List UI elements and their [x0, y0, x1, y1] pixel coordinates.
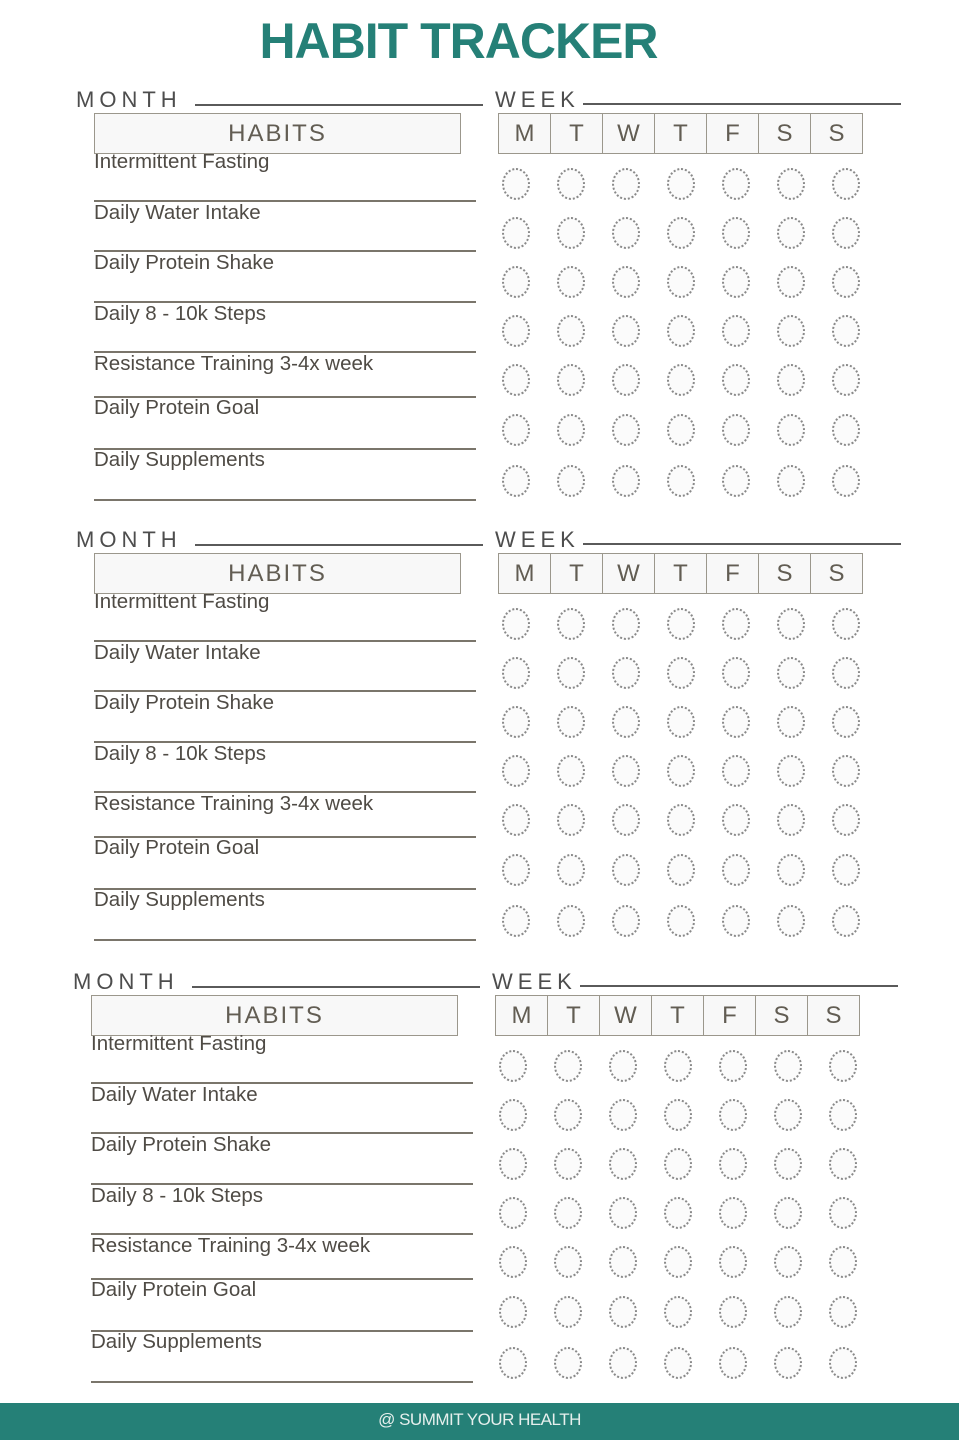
habit-check-circle[interactable] — [499, 1347, 527, 1379]
habit-label: Daily Protein Shake — [94, 251, 275, 274]
habit-check-circle[interactable] — [829, 1246, 857, 1278]
habit-check-circle[interactable] — [557, 905, 585, 937]
habit-check-circle[interactable] — [612, 657, 640, 689]
habits-header: HABITS — [94, 113, 461, 154]
weekday-cell: T — [655, 114, 707, 153]
habit-check-circle[interactable] — [667, 905, 695, 937]
habit-check-circle[interactable] — [557, 217, 585, 249]
habit-check-circle[interactable] — [502, 414, 530, 446]
habit-divider — [94, 499, 476, 501]
habit-label: Daily 8 - 10k Steps — [91, 1184, 264, 1207]
habit-check-circle[interactable] — [774, 1296, 802, 1328]
habit-check-circle[interactable] — [722, 854, 750, 886]
habit-label: Daily Water Intake — [94, 641, 261, 664]
weekday-header — [498, 113, 863, 154]
habit-check-circle[interactable] — [832, 804, 860, 836]
habit-check-circle[interactable] — [664, 1296, 692, 1328]
habit-divider — [94, 939, 476, 941]
habit-check-circle[interactable] — [667, 804, 695, 836]
weekday-cell: S — [759, 554, 811, 593]
habit-check-circle[interactable] — [719, 1246, 747, 1278]
habit-check-circle[interactable] — [609, 1296, 637, 1328]
habit-check-circle[interactable] — [832, 364, 860, 396]
habit-check-circle[interactable] — [609, 1050, 637, 1082]
week-input-line[interactable] — [583, 543, 901, 545]
habit-check-circle[interactable] — [774, 1050, 802, 1082]
habit-check-circle[interactable] — [719, 1347, 747, 1379]
habit-check-circle[interactable] — [667, 657, 695, 689]
habit-check-circle[interactable] — [667, 755, 695, 787]
weekday-cell: T — [548, 996, 600, 1035]
habit-check-circle[interactable] — [609, 1099, 637, 1131]
habit-check-circle[interactable] — [554, 1148, 582, 1180]
habit-check-circle[interactable] — [777, 854, 805, 886]
habit-label: Resistance Training 3-4x week — [91, 1234, 371, 1257]
week-label: WEEK — [495, 527, 580, 552]
habit-label: Daily 8 - 10k Steps — [94, 302, 267, 325]
habit-label: Daily Water Intake — [91, 1083, 258, 1106]
habit-check-circle[interactable] — [722, 217, 750, 249]
habit-check-circle[interactable] — [612, 905, 640, 937]
habit-check-circle[interactable] — [554, 1347, 582, 1379]
habit-check-circle[interactable] — [557, 755, 585, 787]
weekday-cell: T — [551, 114, 603, 153]
tracker-section — [0, 87, 959, 527]
habit-check-circle[interactable] — [832, 414, 860, 446]
habit-check-circle[interactable] — [502, 706, 530, 738]
habit-check-circle[interactable] — [774, 1246, 802, 1278]
habit-check-circle[interactable] — [832, 905, 860, 937]
habit-check-circle[interactable] — [722, 364, 750, 396]
habit-check-circle[interactable] — [777, 315, 805, 347]
habit-check-circle[interactable] — [554, 1050, 582, 1082]
habit-label: Daily Supplements — [91, 1330, 262, 1353]
habit-check-circle[interactable] — [502, 755, 530, 787]
habits-header: HABITS — [94, 553, 461, 594]
habit-check-circle[interactable] — [612, 266, 640, 298]
weekday-header — [495, 995, 860, 1036]
habit-check-circle[interactable] — [502, 217, 530, 249]
habit-check-circle[interactable] — [612, 315, 640, 347]
habit-label: Daily Protein Goal — [94, 396, 260, 419]
habit-check-circle[interactable] — [502, 364, 530, 396]
habit-check-circle[interactable] — [832, 755, 860, 787]
habit-check-circle[interactable] — [667, 168, 695, 200]
habit-check-circle[interactable] — [667, 266, 695, 298]
habit-check-circle[interactable] — [667, 315, 695, 347]
habit-check-circle[interactable] — [832, 465, 860, 497]
weekday-cell: F — [704, 996, 756, 1035]
habit-check-circle[interactable] — [774, 1347, 802, 1379]
habit-check-circle[interactable] — [499, 1050, 527, 1082]
habit-check-circle[interactable] — [832, 854, 860, 886]
month-input-line[interactable] — [195, 104, 483, 106]
habit-check-circle[interactable] — [499, 1296, 527, 1328]
habit-check-circle[interactable] — [777, 905, 805, 937]
habit-check-circle[interactable] — [722, 608, 750, 640]
habit-label: Daily Protein Goal — [94, 836, 260, 859]
habit-check-circle[interactable] — [774, 1197, 802, 1229]
habit-check-circle[interactable] — [664, 1050, 692, 1082]
habit-check-circle[interactable] — [609, 1197, 637, 1229]
weekday-cell: S — [825, 1002, 842, 1029]
habit-check-circle[interactable] — [612, 755, 640, 787]
habit-check-circle[interactable] — [719, 1197, 747, 1229]
habit-check-circle[interactable] — [829, 1099, 857, 1131]
habit-check-circle[interactable] — [557, 364, 585, 396]
habit-check-circle[interactable] — [719, 1296, 747, 1328]
footer-brand: @ SUMMIT YOUR HEALTH — [0, 1403, 959, 1440]
habit-label: Daily 8 - 10k Steps — [94, 742, 267, 765]
weekday-header — [498, 553, 863, 594]
habit-check-circle[interactable] — [554, 1099, 582, 1131]
habit-label: Resistance Training 3-4x week — [94, 352, 374, 375]
month-input-line[interactable] — [192, 986, 480, 988]
habit-check-circle[interactable] — [832, 608, 860, 640]
habit-check-circle[interactable] — [557, 608, 585, 640]
habit-check-circle[interactable] — [612, 168, 640, 200]
weekday-cell: T — [652, 996, 704, 1035]
habit-check-circle[interactable] — [722, 755, 750, 787]
habit-check-circle[interactable] — [774, 1099, 802, 1131]
week-input-line[interactable] — [583, 103, 901, 105]
habit-check-circle[interactable] — [667, 414, 695, 446]
habit-check-circle[interactable] — [722, 315, 750, 347]
habit-check-circle[interactable] — [557, 315, 585, 347]
habit-check-circle[interactable] — [664, 1347, 692, 1379]
habit-check-circle[interactable] — [832, 706, 860, 738]
habit-check-circle[interactable] — [612, 217, 640, 249]
habit-check-circle[interactable] — [557, 706, 585, 738]
habit-check-circle[interactable] — [667, 608, 695, 640]
habit-check-circle[interactable] — [777, 465, 805, 497]
weekday-cell: S — [759, 114, 811, 153]
habit-check-circle[interactable] — [499, 1197, 527, 1229]
habit-label: Daily Supplements — [94, 888, 265, 911]
weekday-cell: W — [600, 996, 652, 1035]
habit-label: Daily Water Intake — [94, 201, 261, 224]
week-label: WEEK — [495, 87, 580, 112]
habit-label: Daily Supplements — [94, 448, 265, 471]
habit-check-circle[interactable] — [777, 706, 805, 738]
habit-check-circle[interactable] — [612, 414, 640, 446]
habit-label: Daily Protein Shake — [94, 691, 275, 714]
habit-check-circle[interactable] — [557, 465, 585, 497]
habit-label: Intermittent Fasting — [94, 150, 270, 173]
habit-check-circle[interactable] — [722, 168, 750, 200]
habit-check-circle[interactable] — [667, 706, 695, 738]
habit-check-circle[interactable] — [664, 1099, 692, 1131]
habit-check-circle[interactable] — [722, 465, 750, 497]
habit-check-circle[interactable] — [722, 266, 750, 298]
habit-check-circle[interactable] — [502, 657, 530, 689]
habit-check-circle[interactable] — [667, 465, 695, 497]
habit-check-circle[interactable] — [502, 465, 530, 497]
habit-check-circle[interactable] — [612, 706, 640, 738]
habit-check-circle[interactable] — [557, 414, 585, 446]
habit-check-circle[interactable] — [667, 854, 695, 886]
weekday-cell: F — [707, 554, 759, 593]
week-label: WEEK — [492, 969, 577, 994]
habit-check-circle[interactable] — [557, 168, 585, 200]
habit-check-circle[interactable] — [832, 266, 860, 298]
habit-label: Daily Protein Shake — [91, 1133, 272, 1156]
weekday-cell: W — [603, 554, 655, 593]
habit-check-circle[interactable] — [502, 266, 530, 298]
habit-check-circle[interactable] — [722, 414, 750, 446]
habit-check-circle[interactable] — [777, 414, 805, 446]
habit-check-circle[interactable] — [777, 657, 805, 689]
habit-check-circle[interactable] — [777, 217, 805, 249]
habit-check-circle[interactable] — [557, 657, 585, 689]
habit-check-circle[interactable] — [777, 755, 805, 787]
habit-check-circle[interactable] — [502, 168, 530, 200]
habit-check-circle[interactable] — [829, 1296, 857, 1328]
month-label: MONTH — [76, 527, 182, 552]
weekday-cell: T — [655, 554, 707, 593]
weekday-cell: M — [499, 114, 551, 153]
habit-check-circle[interactable] — [719, 1148, 747, 1180]
weekday-cell: S — [756, 996, 808, 1035]
weekday-cell: T — [551, 554, 603, 593]
habit-check-circle[interactable] — [612, 465, 640, 497]
habit-check-circle[interactable] — [557, 804, 585, 836]
habit-check-circle[interactable] — [829, 1197, 857, 1229]
habit-check-circle[interactable] — [777, 608, 805, 640]
habit-check-circle[interactable] — [832, 657, 860, 689]
weekday-cell: M — [496, 996, 548, 1035]
habit-check-circle[interactable] — [612, 364, 640, 396]
habit-check-circle[interactable] — [502, 608, 530, 640]
habit-check-circle[interactable] — [664, 1148, 692, 1180]
habit-check-circle[interactable] — [502, 905, 530, 937]
habit-check-circle[interactable] — [774, 1148, 802, 1180]
habit-check-circle[interactable] — [722, 804, 750, 836]
weekday-cell: F — [707, 114, 759, 153]
habit-check-circle[interactable] — [502, 315, 530, 347]
habit-check-circle[interactable] — [554, 1197, 582, 1229]
tracker-section — [0, 969, 956, 1409]
month-label: MONTH — [73, 969, 179, 994]
habit-check-circle[interactable] — [719, 1050, 747, 1082]
habit-check-circle[interactable] — [832, 217, 860, 249]
habit-check-circle[interactable] — [829, 1148, 857, 1180]
habit-check-circle[interactable] — [502, 854, 530, 886]
habit-check-circle[interactable] — [832, 315, 860, 347]
habit-check-circle[interactable] — [722, 905, 750, 937]
habit-check-circle[interactable] — [554, 1296, 582, 1328]
habits-header: HABITS — [91, 995, 458, 1036]
month-label: MONTH — [76, 87, 182, 112]
habit-check-circle[interactable] — [777, 266, 805, 298]
tracker-section — [0, 527, 959, 967]
weekday-cell: M — [499, 554, 551, 593]
habit-check-circle[interactable] — [664, 1246, 692, 1278]
habit-label: Intermittent Fasting — [91, 1032, 267, 1055]
habit-check-circle[interactable] — [667, 217, 695, 249]
habit-check-circle[interactable] — [557, 854, 585, 886]
week-input-line[interactable] — [580, 985, 898, 987]
habit-check-circle[interactable] — [829, 1050, 857, 1082]
habit-check-circle[interactable] — [722, 657, 750, 689]
habit-divider — [91, 1381, 473, 1383]
habit-check-circle[interactable] — [499, 1246, 527, 1278]
weekday-cell: W — [603, 114, 655, 153]
habit-check-circle[interactable] — [499, 1148, 527, 1180]
habit-label: Intermittent Fasting — [94, 590, 270, 613]
habit-check-circle[interactable] — [667, 364, 695, 396]
habit-check-circle[interactable] — [664, 1197, 692, 1229]
habit-label: Daily Protein Goal — [91, 1278, 257, 1301]
habit-check-circle[interactable] — [832, 168, 860, 200]
habit-check-circle[interactable] — [719, 1099, 747, 1131]
habit-label: Resistance Training 3-4x week — [94, 792, 374, 815]
habit-check-circle[interactable] — [777, 364, 805, 396]
habit-check-circle[interactable] — [557, 266, 585, 298]
habit-check-circle[interactable] — [612, 854, 640, 886]
weekday-cell: S — [828, 120, 845, 147]
habit-check-circle[interactable] — [609, 1148, 637, 1180]
habit-check-circle[interactable] — [609, 1347, 637, 1379]
weekday-cell: S — [828, 560, 845, 587]
habit-check-circle[interactable] — [722, 706, 750, 738]
habit-check-circle[interactable] — [554, 1246, 582, 1278]
habit-check-circle[interactable] — [499, 1099, 527, 1131]
habit-check-circle[interactable] — [609, 1246, 637, 1278]
month-input-line[interactable] — [195, 544, 483, 546]
habit-check-circle[interactable] — [612, 804, 640, 836]
page-title: HABIT TRACKER — [259, 13, 658, 69]
habit-check-circle[interactable] — [777, 804, 805, 836]
habit-check-circle[interactable] — [612, 608, 640, 640]
habit-check-circle[interactable] — [502, 804, 530, 836]
habit-check-circle[interactable] — [829, 1347, 857, 1379]
habit-check-circle[interactable] — [777, 168, 805, 200]
